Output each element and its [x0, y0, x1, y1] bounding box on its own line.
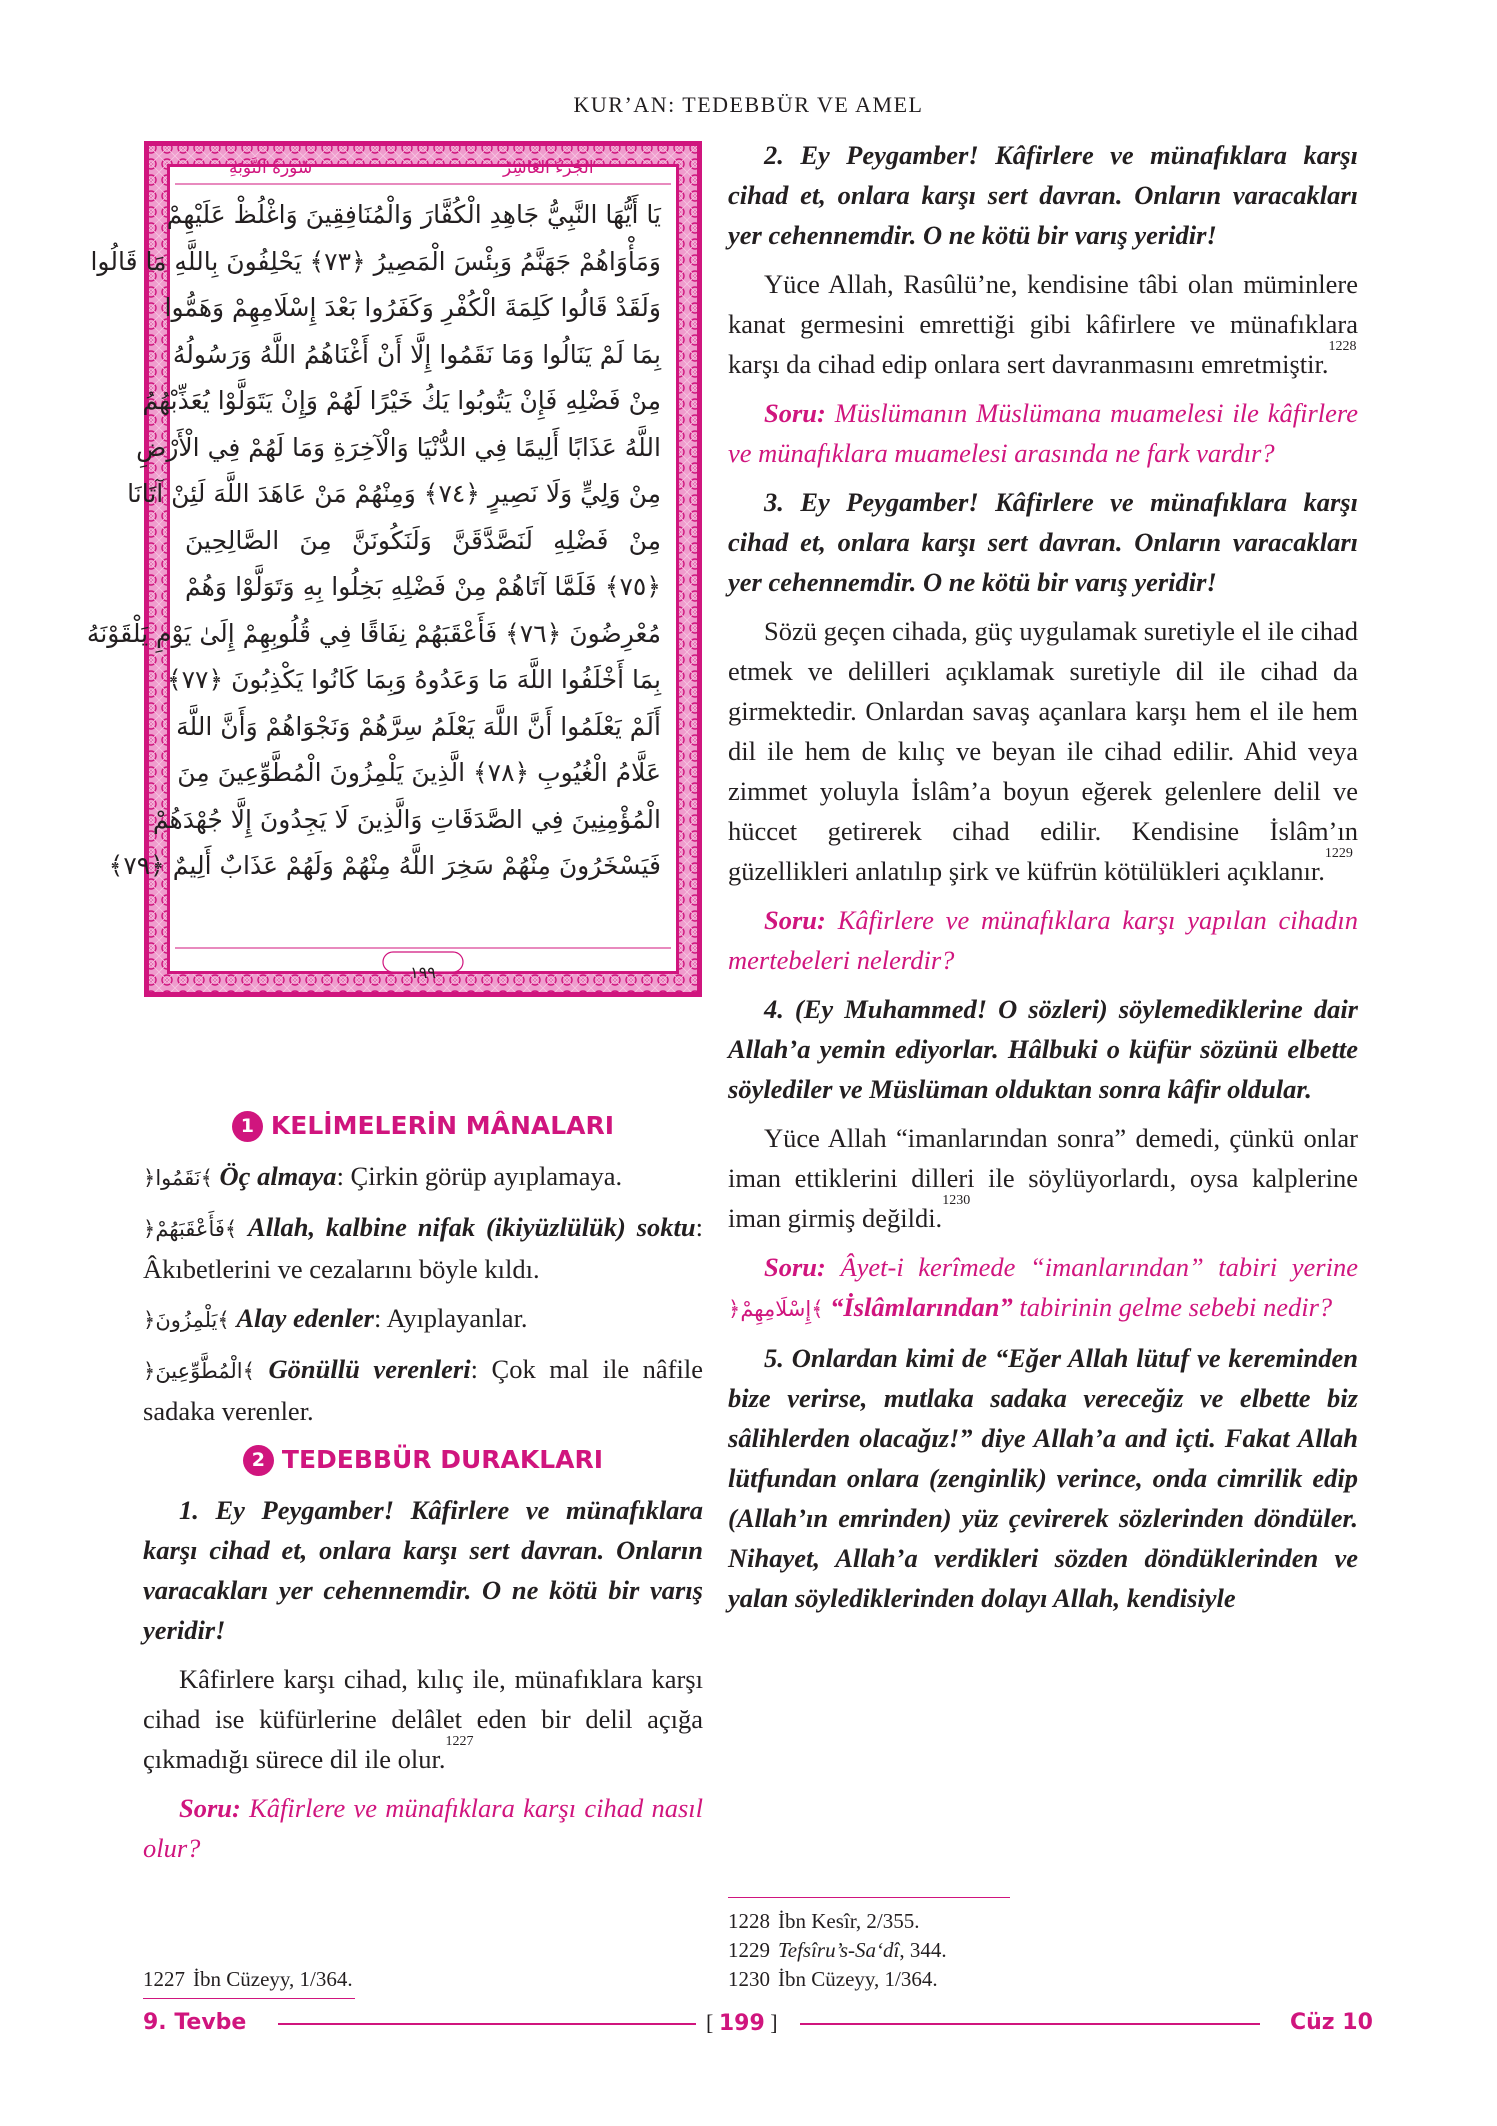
word-definition: : Çirkin görüp ayıplamaya. [336, 1161, 623, 1191]
footer-juz: Cüz 10 [1290, 2010, 1373, 2035]
quran-line: مِنْ فَضْلِهِ لَنَصَّدَّقَنَّ وَلَنَكُونَنَّ مِنَ الصَّالِحِينَ [185, 525, 661, 555]
question-text: Âyet-i kerîmede “imanlarından” tabiri yerine [825, 1252, 1358, 1282]
word-definition: : Ayıplayanlar. [373, 1303, 528, 1333]
quran-text [86, 192, 661, 890]
footnote [143, 1966, 353, 1993]
section-kelimelerin-manalari [143, 1106, 703, 1146]
footnote-text: İbn Cüzeyy, 1/364. [778, 1967, 938, 1991]
footnote-rule [728, 1897, 1010, 1898]
commentary-text: Sözü geçen cihada, güç uygulamak suretiyle el ile cihad etmek ve delilleri açıklamak suretiyle dil ile cihad da girmektedir. Onlardan savaş açanlara karşı hem el ile hem dil ile hem de kılıç ve beyan ile cihad edilir. Ahid veya zimmet yoluyla İslâm’a boyun eğerek gelenlere delil ve hüccet getirerek cihad edilir. Kendisine İslâm’ın güzellikleri anlatılıp şirk ve küfrün kötülükleri açıklanır. [728, 616, 1358, 886]
footer-rule-left [278, 2023, 696, 2025]
commentary-text: Yüce Allah “imanlarından sonra” demedi, çünkü onlar iman ettiklerini dilleri ile söylüyorlardı, oysa kalplerine iman girmiş değildi. [728, 1123, 1358, 1233]
left-column [143, 1100, 703, 1877]
quran-page-number: ١٩٩ [410, 963, 436, 982]
section-number-badge: 1 [232, 1111, 263, 1142]
footnote [728, 1966, 938, 1993]
word-definition: : Çok mal ile nâfile sadaka verenler. [143, 1354, 703, 1426]
word-term: Alay edenler [229, 1303, 374, 1333]
section-tedebbur-duraklari [143, 1440, 703, 1480]
page-number: 199 [718, 2011, 765, 2036]
question-label: Soru: [764, 905, 826, 935]
footnote-ref: 1228 [1328, 339, 1357, 354]
footnote [728, 1908, 919, 1935]
quran-header-surah: الجُزءُ العَاشِرُ [503, 158, 594, 178]
commentary-paragraph [728, 611, 1358, 891]
question-paragraph [728, 1247, 1358, 1329]
commentary-paragraph [728, 264, 1358, 384]
quran-line: بِمَا لَمْ يَنَالُوا وَمَا نَقَمُوا إِلَّا أَنْ أَغْنَاهُمُ اللَّهُ وَرَسُولُهُ [172, 339, 661, 369]
verse-paragraph: 5. Onlardan kimi de “Eğer Allah lütuf ve kereminden bize verirse, mutlaka sadaka vereceğiz ve elbette biz sâlihlerden olacağız!” diye Allah’a and içti. Fakat Allah lütfundan onlara (zenginlik) verince, onda cimrilik edip (Allah’ın emrinden) yüz çevirerek sözlerinden döndüler. Nihayet, Allah’a verdikleri sözden döndüklerinden ve yalan söylediklerinden dolayı Allah, kendisiyle [728, 1343, 1358, 1613]
quran-line: مِنْ فَضْلِهِ فَإِنْ يَتُوبُوا يَكُ خَيْرًا لَهُمْ وَإِنْ يَتَوَلَّوْا يُعَذِّبْهُمُ [142, 386, 661, 415]
question-text: Kâfirlere ve münafıklara karşı cihad nasıl olur? [143, 1793, 703, 1863]
quran-line: عَلَّامُ الْغُيُوبِ ﴿٧٨﴾ الَّذِينَ يَلْمِزُونَ الْمُطَّوِّعِينَ مِنَ [177, 758, 661, 787]
bracket-open-icon: [ [706, 2010, 719, 2035]
footnote-source: Tefsîru’s-Sa‘dî [778, 1938, 900, 1962]
word-entry [143, 1349, 703, 1431]
word-entry [143, 1156, 703, 1198]
quran-page-box [86, 140, 703, 998]
quran-line: اللَّهُ عَذَابًا أَلِيمًا فِي الدُّنْيَا وَالْآخِرَةِ وَمَا لَهُمْ فِي الْأَرْضِ [136, 432, 661, 462]
word-term: Gönüllü verenleri [254, 1354, 471, 1384]
footnote-rule [143, 1998, 355, 1999]
footnote-number: 1228 [728, 1909, 770, 1933]
commentary-paragraph [728, 1118, 1358, 1238]
footnote-number: 1227 [143, 1967, 185, 1991]
question-text: tabirinin gelme sebebi nedir? [1012, 1292, 1333, 1322]
verse-paragraph: 2. Ey Peygamber! Kâfirlere ve münafıklara karşı cihad et, onlara karşı sert davran. Onların varacakları yer cehennemdir. O ne kötü bir varış yeridir! [728, 140, 1358, 250]
question-text: Müslümanın Müslümana muamelesi ile kâfirlere ve münafıklara muamelesi arasında ne fark vardır? [728, 398, 1358, 468]
question-paragraph [728, 393, 1358, 473]
right-column [728, 135, 1358, 1627]
question-paragraph [728, 900, 1358, 980]
footnote-number: 1229 [728, 1938, 770, 1962]
question-label: Soru: [764, 1252, 826, 1282]
word-term: Allah, kalbine nifak (ikiyüzlülük) soktu [237, 1212, 696, 1242]
footnote [728, 1937, 947, 1964]
section-number-badge: 2 [243, 1445, 274, 1476]
footnote-text: , 344. [899, 1938, 947, 1962]
quran-line: بِمَا أَخْلَفُوا اللَّهَ مَا وَعَدُوهُ وَبِمَا كَانُوا يَكْذِبُونَ ﴿٧٧﴾ [166, 665, 661, 694]
footnote-number: 1230 [728, 1967, 770, 1991]
commentary-text: Yüce Allah, Rasûlü’ne, kendisine tâbi olan müminlere kanat germesini emrettiği gibi kâfirlere ve münafıklara karşı da cihad edip onlara sert davranmasını emretmiştir. [728, 269, 1358, 379]
footnote-text: İbn Cüzeyy, 1/364. [193, 1967, 353, 1991]
word-entry [143, 1298, 703, 1340]
quran-line: وَلَقَدْ قَالُوا كَلِمَةَ الْكُفْرِ وَكَفَرُوا بَعْدَ إِسْلَامِهِمْ وَهَمُّوا [164, 293, 661, 322]
arabic-word: ﴿فَأَعْقَبَهُمْ﴾ [143, 1217, 238, 1241]
quran-line: مُعْرِضُونَ ﴿٧٦﴾ فَأَعْقَبَهُمْ نِفَاقًا فِي قُلُوبِهِمْ إِلَىٰ يَوْمِ يَلْقَوْنَهُ [86, 618, 661, 648]
question-paragraph [143, 1788, 703, 1868]
quran-line: أَلَمْ يَعْلَمُوا أَنَّ اللَّهَ يَعْلَمُ سِرَّهُمْ وَنَجْوَاهُمْ وَأَنَّ اللَّهَ [176, 711, 661, 741]
arabic-word: ﴿الْمُطَّوِّعِينَ﴾ [143, 1359, 255, 1383]
arabic-word: ﴿إِسْلَامِهِمْ﴾ [728, 1297, 824, 1321]
verse-paragraph: 4. (Ey Muhammed! O sözleri) söylemediklerine dair Allah’a yemin ediyorlar. Hâlbuki o küfür sözünü elbette söylediler ve Müslüman olduktan sonra kâfir oldular. [728, 994, 1358, 1104]
arabic-word: ﴿نَقَمُوا﴾ [143, 1166, 213, 1190]
quran-header-juz: سُورَةُ التَّوبَةِ [229, 158, 313, 178]
question-emphasis: “İslâmlarından” [823, 1292, 1013, 1322]
footnote-ref: 1230 [942, 1193, 971, 1208]
commentary-paragraph [143, 1659, 703, 1779]
quran-line: مِنْ وَلِيٍّ وَلَا نَصِيرٍ ﴿٧٤﴾ وَمِنْهُمْ مَنْ عَاهَدَ اللَّهَ لَئِنْ آتَانَا [127, 479, 661, 508]
section-title: KELİMELERİN MÂNALARI [270, 1111, 615, 1140]
quran-line: فَيَسْخَرُونَ مِنْهُمْ سَخِرَ اللَّهُ مِنْهُمْ وَلَهُمْ عَذَابٌ أَلِيمٌ ﴿٧٩﴾ [108, 851, 661, 880]
arabic-word: ﴿يَلْمِزُونَ﴾ [143, 1308, 230, 1332]
verse-paragraph: 1. Ey Peygamber! Kâfirlere ve münafıklara karşı cihad et, onlara karşı sert davran. Onların varacakları yer cehennemdir. O ne kötü bir varış yeridir! [143, 1495, 703, 1645]
footer-page-number [706, 2010, 778, 2036]
quran-line: الْمُؤْمِنِينَ فِي الصَّدَقَاتِ وَالَّذِينَ لَا يَجِدُونَ إِلَّا جُهْدَهُمْ [152, 804, 661, 834]
question-label: Soru: [179, 1793, 241, 1823]
quran-line: ﴿٧٥﴾ فَلَمَّا آتَاهُمْ مِنْ فَضْلِهِ بَخِلُوا بِهِ وَتَوَلَّوْا وَهُمْ [185, 572, 661, 601]
page-header: KUR’AN: TEDEBBÜR VE AMEL [573, 92, 924, 117]
word-entry [143, 1207, 703, 1289]
quran-line: يَا أَيُّهَا النَّبِيُّ جَاهِدِ الْكُفَّارَ وَالْمُنَافِقِينَ وَاغْلُظْ عَلَيْهِمْ [166, 200, 661, 229]
bracket-close-icon: ] [764, 2010, 778, 2035]
question-text: Kâfirlere ve münafıklara karşı yapılan cihadın mertebeleri nelerdir? [728, 905, 1358, 975]
verse-paragraph: 3. Ey Peygamber! Kâfirlere ve münafıklara karşı cihad et, onlara karşı sert davran. Onların varacakları yer cehennemdir. O ne kötü bir varış yeridir! [728, 487, 1358, 597]
footnote-text: İbn Kesîr, 2/355. [778, 1909, 920, 1933]
word-definition: : Âkıbetlerini ve cezalarını böyle kıldı. [143, 1212, 703, 1284]
footnote-ref: 1229 [1324, 846, 1353, 861]
footer-surah: 9. Tevbe [143, 2010, 247, 2035]
section-title: TEDEBBÜR DURAKLARI [281, 1445, 604, 1474]
question-label: Soru: [764, 398, 826, 428]
footer-rule-right [800, 2023, 1260, 2025]
quran-line: وَمَأْوَاهُمْ جَهَنَّمُ وَبِئْسَ الْمَصِيرُ ﴿٧٣﴾ يَحْلِفُونَ بِاللَّهِ مَا قَالُوا [90, 246, 661, 276]
commentary-text: Kâfirlere karşı cihad, kılıç ile, münafıklara karşı cihad ise küfürlerine delâlet eden bir delil açığa çıkmadığı sürece dil ile olur. [143, 1664, 703, 1774]
word-term: Öç almaya [212, 1161, 337, 1191]
footnote-ref: 1227 [445, 1734, 474, 1749]
